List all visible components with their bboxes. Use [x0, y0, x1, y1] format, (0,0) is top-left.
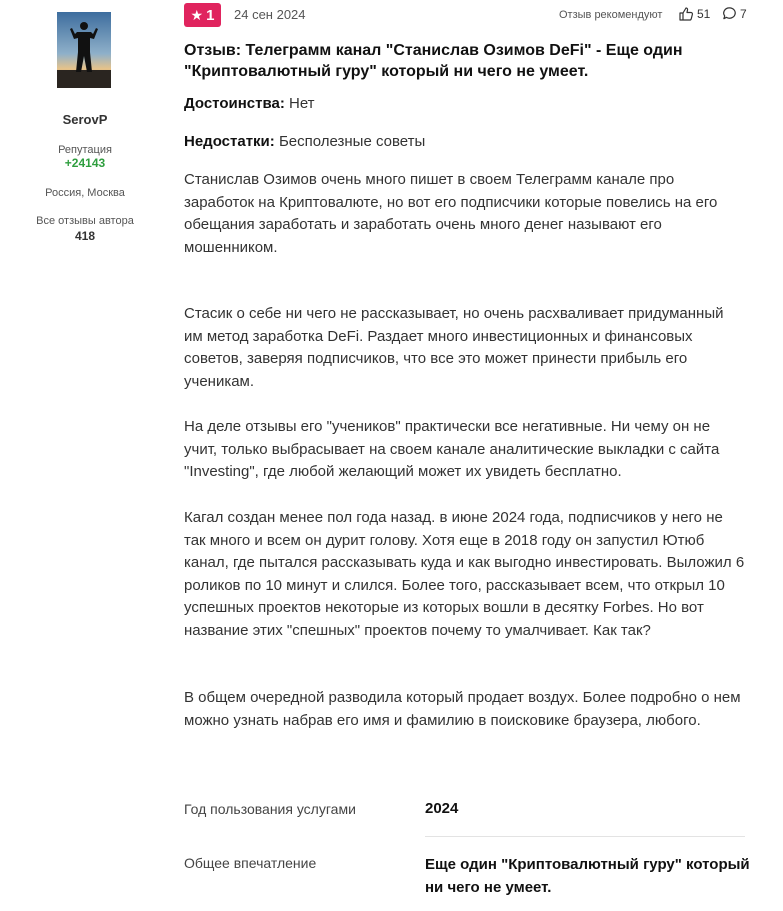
recommend-label: Отзыв рекомендуют — [559, 9, 663, 21]
cons — [184, 133, 425, 150]
reputation-value: +24143 — [64, 156, 106, 170]
avatar-image — [57, 12, 111, 88]
comment-icon — [722, 6, 737, 21]
author-name[interactable]: SerovP — [62, 112, 108, 127]
usage-year-value: 2024 — [425, 800, 459, 817]
star-icon: ★ — [190, 7, 204, 23]
pros-label: Достоинства: — [184, 95, 285, 112]
comments-count: 7 — [740, 6, 747, 21]
reviews-count[interactable]: 418 — [74, 229, 96, 243]
cons-label: Недостатки: — [184, 133, 275, 150]
comments-button[interactable] — [722, 6, 747, 21]
divider — [425, 836, 745, 837]
review-date: 24 сен 2024 — [234, 7, 306, 22]
review-paragraph: Станислав Озимов очень много пишет в своем Телеграмм канале про заработок на Криптовалюте, но вот его подписчики которые повелись на его обещания заработать и заработать очень много денег называют его мошенником. — [184, 171, 718, 256]
review-title: Отзыв: Телеграмм канал "Станислав Озимов DeFi" - Еще один "Криптовалютный гуру" который ни чего не умеет. — [184, 42, 683, 80]
review-paragraph: В общем очередной разводила который продает воздух. Более подробно о нем можно узнать набрав его имя и фамилию в поисковике браузера, любого. — [184, 689, 741, 729]
rating-badge — [184, 3, 221, 27]
pros-value: Нет — [289, 95, 315, 112]
reputation-label: Репутация — [58, 144, 112, 156]
likes-count: 51 — [697, 7, 711, 21]
thumbs-up-icon — [678, 6, 694, 22]
author-location: Россия, Москва — [45, 187, 125, 199]
rating-value: 1 — [206, 6, 215, 24]
review-paragraph: Кагал создан менее пол года назад. в июне 2024 года, подписчиков у него не так много и всем он дурит голову. Хотя еще в 2018 году он запустил Ютюб канал, где пытался рассказывать куда и как выгодно инвестировать. Выложил 6 роликов по 10 минут и слился. Более того, рассказывает всем, что открыл 10 успешных проектов некоторые из которых вошли в десятку Forbes. Но вот название этих "спешных" проектов почему то умалчивает. Как так? — [184, 509, 745, 639]
review-paragraph: Стасик о себе ни чего не рассказывает, но очень расхваливает придуманный им метод заработка DeFi. Раздает много инвестиционных и финансовых советов, заверяя подписчиков, что все это может принести прибыль его ученикам. — [184, 305, 724, 390]
all-reviews-link[interactable]: Все отзывы автора — [36, 215, 134, 227]
review-header — [184, 3, 746, 27]
review-paragraph: На деле отзывы его "учеников" практически все негативные. Ни чему он не учит, только выбрасывает на своем канале аналитические выкладки с сайта "Investing", где любой желающий может их увидеть бесплатно. — [184, 418, 720, 481]
pros — [184, 95, 315, 112]
avatar[interactable] — [57, 12, 111, 88]
like-button[interactable] — [678, 6, 710, 22]
cons-value: Бесполезные советы — [278, 133, 426, 150]
impression-value: Еще один "Криптовалютный гуру" который ни чего не умеет. — [425, 856, 750, 896]
usage-year-label: Год пользования услугами — [184, 801, 356, 817]
impression-label: Общее впечатление — [184, 855, 317, 871]
